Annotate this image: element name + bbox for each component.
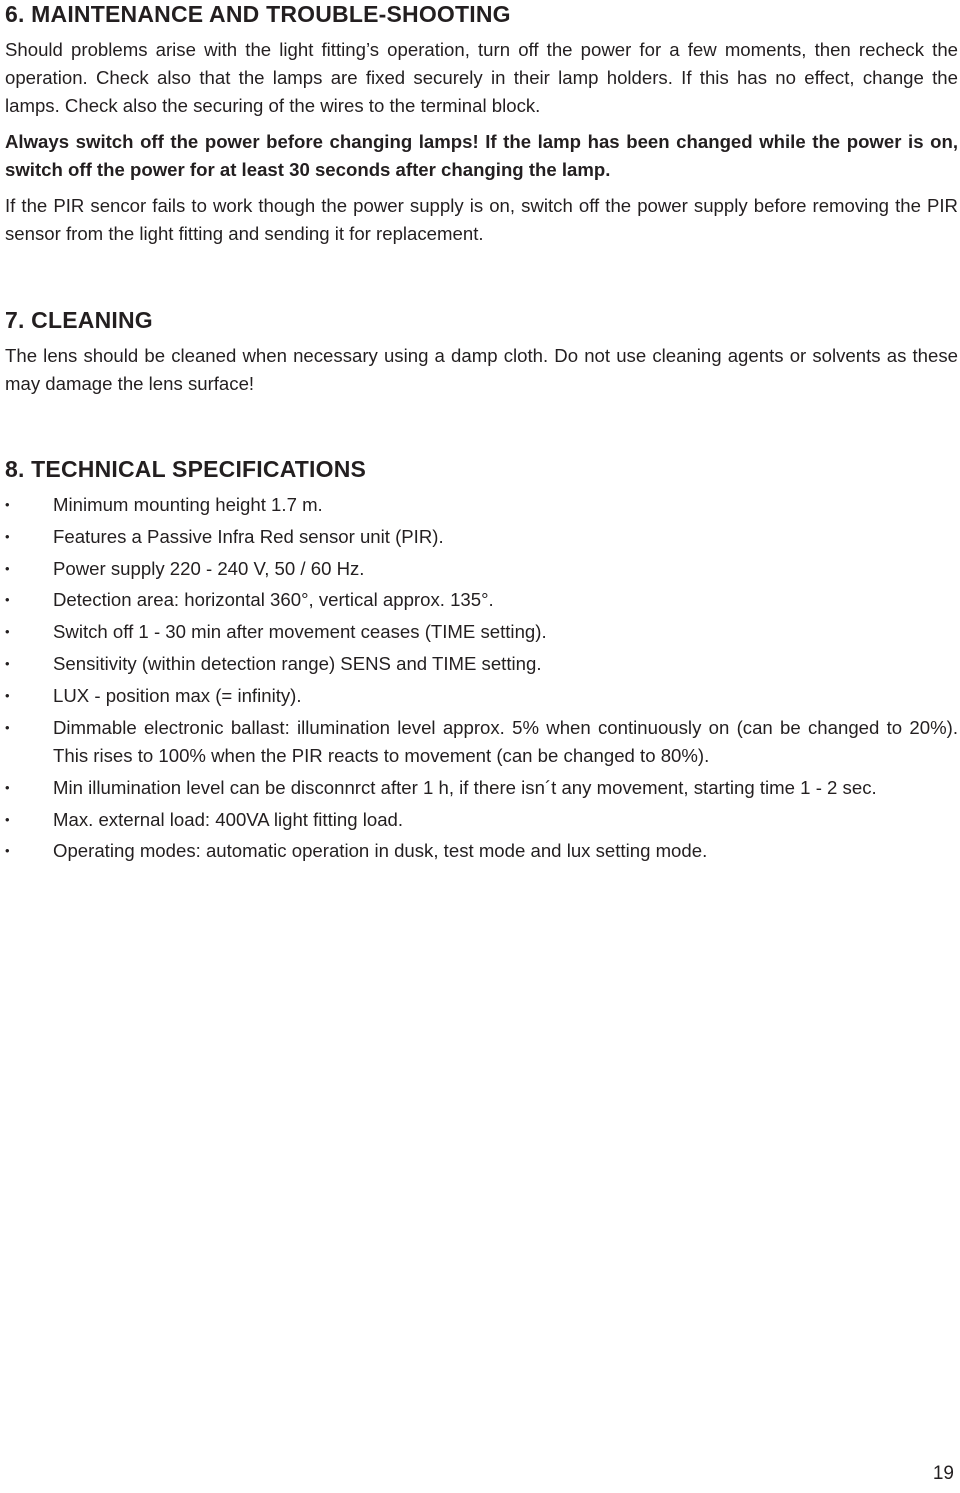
bullet-icon: • (5, 687, 10, 703)
section-title-maintenance: 6. MAINTENANCE AND TROUBLE-SHOOTING (5, 1, 511, 27)
spec-item (5, 523, 958, 552)
spec-item (5, 806, 958, 835)
spec-item-text: LUX - position max (= infinity). (53, 684, 302, 706)
bullet-icon: • (5, 497, 10, 512)
bullet-icon: • (5, 560, 10, 576)
spec-item (5, 586, 958, 615)
bullet-icon: • (5, 811, 10, 827)
spec-item-text: Minimum mounting height 1.7 m. (53, 494, 323, 515)
spec-item-text: Detection area: horizontal 360°, vertical approx. 135°. (53, 589, 494, 611)
spec-item (5, 774, 958, 803)
page-number: 19 (932, 1463, 954, 1484)
spec-item-text: Min illumination level can be disconnrct after 1 h, if there isn´t any movement, starting time 1 - 2 sec. (53, 776, 877, 798)
bullet-icon: • (5, 655, 10, 671)
bullet-icon: • (5, 779, 10, 795)
pir-sensor-paragraph: If the PIR sencor fails to work though the power supply is on, switch off the power supply before removing the PIR sensor from the light fitting and sending it for replacement. (5, 195, 958, 244)
spec-item (5, 618, 958, 647)
spec-item (5, 491, 958, 520)
bullet-icon: • (5, 719, 10, 735)
section-title-specifications: 8. TECHNICAL SPECIFICATIONS (5, 456, 367, 482)
bullet-icon: • (5, 528, 10, 544)
maintenance-paragraph: Should problems arise with the light fitting’s operation, turn off the power for a few moments, then recheck the operation. Check also that the lamps are fixed securely in their lamp holders. If this has no effect, change the lamps. Check also the securing of the wires to the terminal block. (5, 39, 958, 116)
spec-item-text: Features a Passive Infra Red sensor unit (PIR). (53, 525, 444, 547)
spec-item-text: Operating modes: automatic operation in dusk, test mode and lux setting mode. (53, 840, 708, 862)
specifications-list (5, 491, 958, 869)
spec-item-text: Dimmable electronic ballast: illumination level approx. 5% when continuously on (can be changed to 20%). This rises to 100% when the PIR reacts to movement (can be changed to 80%). (53, 716, 958, 767)
maintenance-warning-paragraph: Always switch off the power before changing lamps! If the lamp has been changed while the power is on, switch off the power for at least 30 seconds after changing the lamp. (5, 131, 958, 180)
bullet-icon: • (5, 843, 10, 859)
cleaning-paragraph: The lens should be cleaned when necessary using a damp cloth. Do not use cleaning agents or solvents as these may damage the lens surface! (5, 345, 958, 394)
spec-item-text: Switch off 1 - 30 min after movement ceases (TIME setting). (53, 621, 547, 643)
spec-item-text: Sensitivity (within detection range) SENS and TIME setting. (53, 652, 542, 674)
cleaning-section-body (5, 342, 958, 398)
bullet-icon: • (5, 592, 10, 608)
spec-item (5, 650, 958, 679)
spec-item-text: Max. external load: 400VA light fitting load. (53, 808, 404, 830)
spec-item-text: Power supply 220 - 240 V, 50 / 60 Hz. (53, 557, 365, 579)
bullet-icon: • (5, 624, 10, 640)
spec-item (5, 682, 958, 711)
section-title-cleaning: 7. CLEANING (5, 307, 153, 333)
spec-item (5, 714, 958, 771)
maintenance-section-body (5, 36, 958, 248)
spec-item (5, 555, 958, 584)
spec-item (5, 837, 958, 866)
